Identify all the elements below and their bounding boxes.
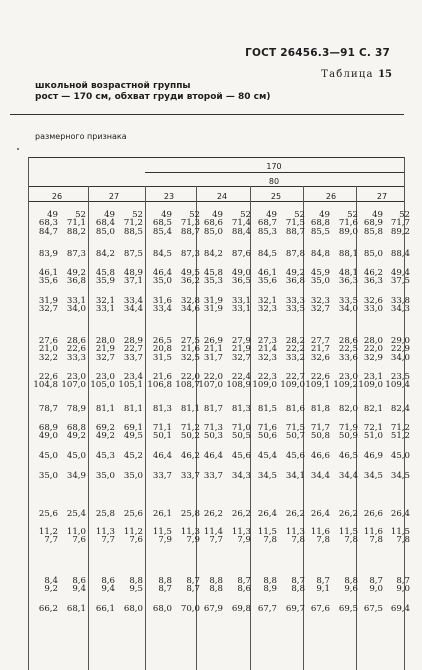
- table-cell: 23,4 105,1: [118, 372, 143, 391]
- table-cell: 70,0: [180, 604, 200, 614]
- table-cell: 32,3 32,7: [310, 296, 330, 315]
- table-cell: 69,4: [390, 604, 410, 614]
- table-cell: 11,5 7,8: [257, 527, 277, 546]
- table-cell: 8,6 9,4: [101, 576, 115, 595]
- table-cell: 81,3: [231, 404, 251, 414]
- table-cell: 85,0: [363, 249, 383, 259]
- table-cell: 68,0: [152, 604, 172, 614]
- group-rule: [28, 201, 404, 202]
- table-cell: 32,6 33,0: [363, 296, 383, 315]
- table-cell: 45,0: [66, 451, 86, 461]
- table-cell: 78,7: [38, 404, 58, 414]
- table-cell: 28,9 22,7 33,7: [123, 336, 143, 363]
- table-cell: 49 68,3 84,7: [38, 210, 58, 237]
- group-header-6: 26: [325, 192, 337, 201]
- table-cell: 26,6: [363, 509, 383, 519]
- table-cell: 33,4 34,4: [123, 296, 143, 315]
- table-cell: 31,9 31,9: [203, 296, 223, 315]
- table-cell: 33,7: [180, 471, 200, 481]
- column-separator: [28, 157, 29, 670]
- table-cell: 49 68,8 85,5: [310, 210, 330, 237]
- table-cell: 34,5: [257, 471, 277, 481]
- table-cell: 8,8 9,5: [129, 576, 143, 595]
- table-cell: 52 71,7 89,2: [390, 210, 410, 237]
- table-cell: 33,8 34,3: [390, 296, 410, 315]
- table-cell: 28,2 22,2 33,2: [285, 336, 305, 363]
- table-cell: 49,5 36,2: [180, 268, 200, 287]
- table-cell: 11,5 7,8: [338, 527, 358, 546]
- standard-header: ГОСТ 26456.3—91 С. 37: [245, 47, 390, 59]
- table-cell: 27,5 21,6 32,5: [180, 336, 200, 363]
- caption-line-2: рост — 170 см, обхват груди второй — 80 см): [35, 92, 271, 102]
- table-cell: 81,6: [285, 404, 305, 414]
- table-cell: 35,0: [123, 471, 143, 481]
- table-cell: 71,9 50,9: [338, 423, 358, 442]
- table-cell: 8,7 9,0: [396, 576, 410, 595]
- table-cell: 46,2 36,3: [363, 268, 383, 287]
- table-cell: 45,6: [231, 451, 251, 461]
- table-cell: 69,8: [231, 604, 251, 614]
- table-cell: 81,1: [180, 404, 200, 414]
- table-cell: 71,7 50,8: [310, 423, 330, 442]
- table-cell: 22,6 109,1: [305, 372, 330, 391]
- table-cell: 32,8 34,6: [180, 296, 200, 315]
- table-cell: 48,9 37,1: [123, 268, 143, 287]
- table-cell: 33,7: [152, 471, 172, 481]
- table-cell: 87,3: [66, 249, 86, 259]
- table-cell: 11,5 7,9: [152, 527, 172, 546]
- table-cell: 71,0 50,5: [231, 423, 251, 442]
- table-cell: 46,9: [363, 451, 383, 461]
- table-cell: 45,8 35,3: [203, 268, 223, 287]
- table-cell: 8,7 8,7: [186, 576, 200, 595]
- table-cell: 46,6: [310, 451, 330, 461]
- table-cell: 25,4: [66, 509, 86, 519]
- table-cell: 46,1 35,6: [257, 268, 277, 287]
- table-cell: 23,0 107,0: [61, 372, 86, 391]
- table-cell: 26,4: [310, 509, 330, 519]
- table-cell: 49 68,6 85,0: [203, 210, 223, 237]
- caption-line-1: школьной возрастной группы: [35, 81, 191, 91]
- table-cell: 46,1 35,6: [38, 268, 58, 287]
- table-cell: 69,7: [285, 604, 305, 614]
- table-cell: 52 71,3 88,7: [180, 210, 200, 237]
- table-cell: 81,3: [152, 404, 172, 414]
- table-cell: 26,5 20,8 31,5: [152, 336, 172, 363]
- table-cell: 81,1: [123, 404, 143, 414]
- table-cell: 67,9: [203, 604, 223, 614]
- table-cell: 68,9 49,0: [38, 423, 58, 442]
- table-cell: 68,1: [66, 604, 86, 614]
- table-cell: 32,1 33,1: [95, 296, 115, 315]
- group-header-7: 27: [376, 192, 388, 201]
- table-cell: 8,4 9,2: [44, 576, 58, 595]
- table-cell: 67,5: [363, 604, 383, 614]
- table-cell: 71,2 50,2: [180, 423, 200, 442]
- table-cell: 11,4 7,7: [203, 527, 223, 546]
- table-cell: 8,8 8,8: [209, 576, 223, 595]
- table-cell: 11,3 7,7: [95, 527, 115, 546]
- table-cell: 8,8 9,6: [344, 576, 358, 595]
- table-cell: 26,2: [231, 509, 251, 519]
- table-cell: 27,7 21,7 32,6: [310, 336, 330, 363]
- table-cell: 49,2 36,8: [66, 268, 86, 287]
- table-cell: 23,0 109,2: [333, 372, 358, 391]
- table-cell: 31,9 32,7: [38, 296, 58, 315]
- table-cell: 45,9 35,0: [310, 268, 330, 287]
- top-rule: [10, 114, 404, 115]
- table-cell: 82,0: [338, 404, 358, 414]
- table-cell: 8,7 9,1: [316, 576, 330, 595]
- table-cell: 8,8 8,7: [158, 576, 172, 595]
- table-cell: 11,3 7,9: [231, 527, 251, 546]
- table-cell: 52 71,1 88,2: [66, 210, 86, 237]
- table-cell: 66,2: [38, 604, 58, 614]
- table-cell: 71,6 50,6: [257, 423, 277, 442]
- table-top-rule: [28, 157, 404, 158]
- table-cell: 46,4: [203, 451, 223, 461]
- group-header-2: 27: [108, 192, 120, 201]
- table-cell: 46,4 35,0: [152, 268, 172, 287]
- table-cell: 49 68,7 85,3: [257, 210, 277, 237]
- table-cell: 46,5: [338, 451, 358, 461]
- table-cell: 8,6 9,4: [72, 576, 86, 595]
- table-cell: 26,2: [338, 509, 358, 519]
- table-cell: 71,3 50,3: [203, 423, 223, 442]
- table-cell: 69,1 49,5: [123, 423, 143, 442]
- table-cell: 82,1: [363, 404, 383, 414]
- table-title: [321, 69, 392, 80]
- table-cell: 49,2 36,8: [285, 268, 305, 287]
- table-cell: 49 68,4 85,0: [95, 210, 115, 237]
- table-cell: 87,3: [180, 249, 200, 259]
- table-cell: 27,9 21,9 32,7: [231, 336, 251, 363]
- table-cell: 34,9: [66, 471, 86, 481]
- table-number: 15: [378, 69, 392, 80]
- table-cell: 84,5: [257, 249, 277, 259]
- table-cell: 67,6: [310, 604, 330, 614]
- table-cell: 25,8: [95, 509, 115, 519]
- table-cell: 52 71,4 88,4: [231, 210, 251, 237]
- table-cell: 11,6 7,8: [363, 527, 383, 546]
- table-cell: 26,9 21,1 31,7: [203, 336, 223, 363]
- table-cell: 22,0 107,0: [198, 372, 223, 391]
- table-cell: 49,0 36,5: [231, 268, 251, 287]
- table-cell: 32,1 32,3: [257, 296, 277, 315]
- group-header-3: 23: [163, 192, 175, 201]
- table-cell: 34,5: [390, 471, 410, 481]
- table-cell: 45,0: [38, 451, 58, 461]
- table-cell: 25,8: [180, 509, 200, 519]
- table-cell: 46,2: [180, 451, 200, 461]
- table-cell: 87,6: [231, 249, 251, 259]
- table-cell: 67,7: [257, 604, 277, 614]
- table-cell: 82,4: [390, 404, 410, 414]
- table-cell: 52 71,6 89,0: [338, 210, 358, 237]
- table-cell: 49 68,5 85,4: [152, 210, 172, 237]
- table-cell: 22,4 108,9: [226, 372, 251, 391]
- table-cell: 28,6 22,5 33,6: [338, 336, 358, 363]
- table-cell: 84,5: [152, 249, 172, 259]
- table-cell: 11,3 7,8: [285, 527, 305, 546]
- chest-rule: [28, 186, 404, 187]
- table-cell: 22,3 109,0: [252, 372, 277, 391]
- table-cell: 11,0 7,6: [66, 527, 86, 546]
- table-cell: 88,1: [338, 249, 358, 259]
- table-cell: 11,6 7,8: [310, 527, 330, 546]
- group-header-5: 25: [270, 192, 282, 201]
- table-cell: 45,6: [285, 451, 305, 461]
- table-cell: 45,2: [123, 451, 143, 461]
- table-cell: 45,8 35,9: [95, 268, 115, 287]
- table-cell: 28,0 21,9 32,7: [95, 336, 115, 363]
- table-cell: 21,6 106,8: [147, 372, 172, 391]
- table-cell: 22,6 104,8: [33, 372, 58, 391]
- table-cell: 69,5: [338, 604, 358, 614]
- table-cell: 26,4: [257, 509, 277, 519]
- margin-dot: [17, 148, 19, 150]
- table-cell: 72,1 51,0: [363, 423, 383, 442]
- table-cell: 46,4: [152, 451, 172, 461]
- table-cell: 34,4: [338, 471, 358, 481]
- table-cell: 23,1 109,0: [358, 372, 383, 391]
- table-cell: 33,1 33,1: [231, 296, 251, 315]
- table-cell: 31,6 33,4: [152, 296, 172, 315]
- table-cell: 88,4: [390, 249, 410, 259]
- table-cell: 84,2: [203, 249, 223, 259]
- table-cell: 33,7: [203, 471, 223, 481]
- group-header-4: 24: [216, 192, 228, 201]
- table-cell: 48,1 36,3: [338, 268, 358, 287]
- table-cell: 34,3: [231, 471, 251, 481]
- table-cell: 45,4: [257, 451, 277, 461]
- table-cell: 8,8 8,9: [263, 576, 277, 595]
- height-rule: [145, 172, 404, 173]
- table-cell: 25,6: [38, 509, 58, 519]
- table-cell: 27,6 21,0 32,2: [38, 336, 58, 363]
- table-cell: 23,0 105,0: [90, 372, 115, 391]
- table-cell: 52 71,5 88,7: [285, 210, 305, 237]
- table-cell: 25,6: [123, 509, 143, 519]
- table-cell: 52 71,2 88,5: [123, 210, 143, 237]
- table-cell: 71,5 50,7: [285, 423, 305, 442]
- table-cell: 26,4: [390, 509, 410, 519]
- table-cell: 87,5: [123, 249, 143, 259]
- table-cell: 26,2: [285, 509, 305, 519]
- table-cell: 71,2 51,2: [390, 423, 410, 442]
- table-cell: 35,0: [38, 471, 58, 481]
- table-cell: 34,4: [310, 471, 330, 481]
- table-cell: 81,7: [203, 404, 223, 414]
- table-cell: 8,7 9,0: [369, 576, 383, 595]
- table-cell: 45,0: [390, 451, 410, 461]
- group-header-1: 26: [51, 192, 63, 201]
- table-cell: 29,0 22,9 34,0: [390, 336, 410, 363]
- table-cell: 45,3: [95, 451, 115, 461]
- table-cell: 27,3 21,4 32,3: [257, 336, 277, 363]
- table-cell: 33,1 34,0: [66, 296, 86, 315]
- table-cell: 26,2: [203, 509, 223, 519]
- table-title-prefix: Таблица: [321, 69, 374, 80]
- table-cell: 78,9: [66, 404, 86, 414]
- table-cell: 66,1: [95, 604, 115, 614]
- table-cell: 87,8: [285, 249, 305, 259]
- table-cell: 81,8: [310, 404, 330, 414]
- table-cell: 34,5: [363, 471, 383, 481]
- table-cell: 84,8: [310, 249, 330, 259]
- table-cell: 68,0: [123, 604, 143, 614]
- table-cell: 49 68,9 85,8: [363, 210, 383, 237]
- height-header: 170: [266, 162, 282, 171]
- table-cell: 33,3 33,5: [285, 296, 305, 315]
- table-cell: 8,7 8,6: [237, 576, 251, 595]
- table-cell: 28,0 22,0 32,9: [363, 336, 383, 363]
- table-cell: 68,8 49,2: [66, 423, 86, 442]
- table-cell: 11,2 7,7: [38, 527, 58, 546]
- table-cell: 22,0 108,7: [175, 372, 200, 391]
- table-cell: 69,2 49,2: [95, 423, 115, 442]
- side-label: размерного признака: [35, 132, 127, 141]
- chest-header: 80: [268, 177, 280, 186]
- table-cell: 83,9: [38, 249, 58, 259]
- table-cell: 11,2 7,6: [123, 527, 143, 546]
- table-cell: 49,4 37,5: [390, 268, 410, 287]
- table-cell: 84,2: [95, 249, 115, 259]
- table-cell: 81,5: [257, 404, 277, 414]
- table-cell: 8,7 8,8: [291, 576, 305, 595]
- table-cell: 11,3 7,9: [180, 527, 200, 546]
- table-cell: 23,5 109,4: [385, 372, 410, 391]
- table-cell: 81,1: [95, 404, 115, 414]
- table-cell: 22,7 109,0: [280, 372, 305, 391]
- table-cell: 26,1: [152, 509, 172, 519]
- table-cell: 11,5 7,8: [390, 527, 410, 546]
- table-cell: 34,1: [285, 471, 305, 481]
- table-cell: 71,1 50,1: [152, 423, 172, 442]
- table-cell: 28,6 22,6 33,3: [66, 336, 86, 363]
- table-cell: 35,0: [95, 471, 115, 481]
- table-cell: 33,5 34,0: [338, 296, 358, 315]
